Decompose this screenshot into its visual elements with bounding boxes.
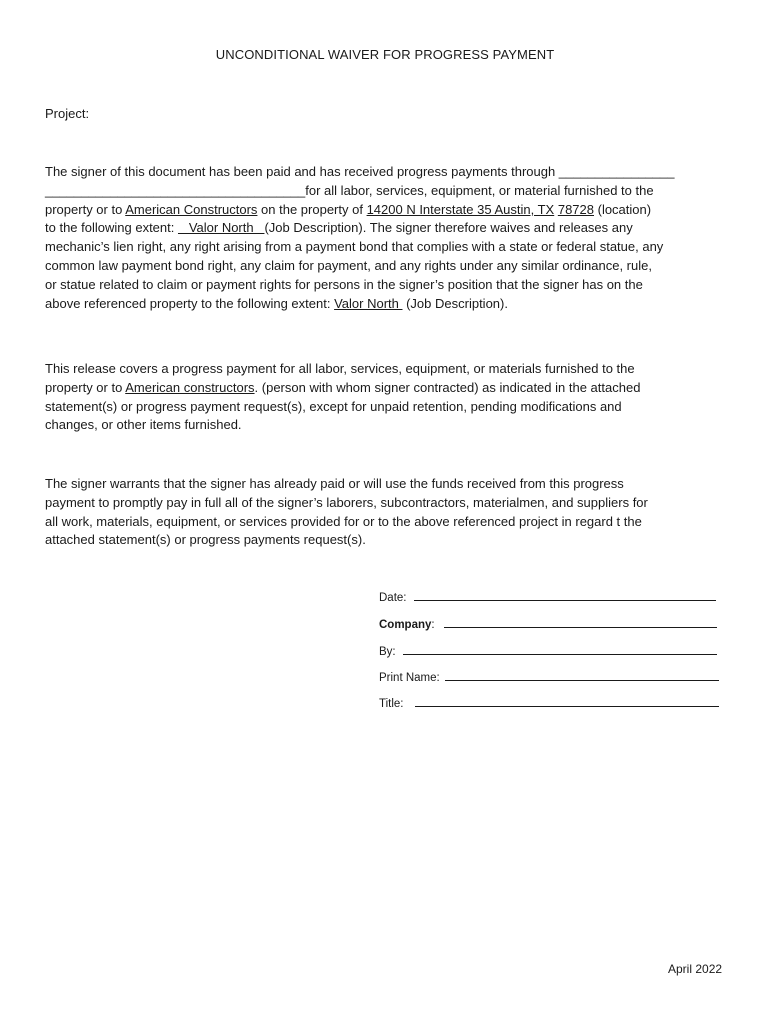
paragraph-payment-terms xyxy=(45,163,735,313)
text-segment: . (person with whom signer contracted) as indicated in the attached xyxy=(254,379,641,395)
paragraph-line: The signer of this document has been paid and has received progress payments through ________________ xyxy=(45,164,675,179)
text-segment: property or to xyxy=(45,379,126,395)
paragraph-line: mechanic’s lien right, any right arising from a payment bond that complies with a state or federal statue, any xyxy=(45,239,664,255)
paragraph-line: statement(s) or progress payment request(s), except for unpaid retention, pending modifications and xyxy=(45,398,622,414)
text-segment: above referenced property to the following extent: xyxy=(45,295,335,311)
date-field[interactable] xyxy=(414,591,716,601)
signature-title-row xyxy=(379,697,719,710)
signature-company-row xyxy=(379,618,717,631)
paragraph-line xyxy=(45,219,735,238)
paragraph-line: payment to promptly pay in full all of the signer’s laborers, subcontractors, materialmen, and suppliers for xyxy=(45,494,648,510)
paragraph-release-coverage xyxy=(45,360,735,435)
text-segment: to the following extent: xyxy=(45,220,178,236)
paragraph-line xyxy=(45,379,735,398)
paragraph-line: The signer warrants that the signer has already paid or will use the funds received from this progress xyxy=(45,476,624,491)
document-title: UNCONDITIONAL WAIVER FOR PROGRESS PAYMENT xyxy=(215,47,555,62)
by-label: By: xyxy=(379,646,396,658)
party-name-underlined: American Constructors xyxy=(125,201,258,217)
paragraph-line: attached statement(s) or progress payments request(s). xyxy=(45,532,366,548)
job-description-underlined: Valor North xyxy=(177,220,265,236)
title-field[interactable] xyxy=(415,697,719,707)
text-segment: property or to xyxy=(45,201,126,217)
company-label-colon: : xyxy=(431,619,435,631)
paragraph-line xyxy=(45,295,735,314)
text-segment: on the property of xyxy=(257,201,367,217)
paragraph-line: all work, materials, equipment, or services provided for or to the above referenced project in regard t the xyxy=(45,513,642,529)
print-name-label: Print Name: xyxy=(379,672,440,684)
text-segment: (Job Description). xyxy=(402,295,508,311)
print-name-field[interactable] xyxy=(445,671,719,681)
by-field[interactable] xyxy=(403,645,717,655)
paragraph-line: ____________________________________for all labor, services, equipment, or material furnished to the xyxy=(45,182,654,198)
signature-by-row xyxy=(379,645,717,658)
company-field[interactable] xyxy=(444,618,717,628)
paragraph-line xyxy=(45,201,735,220)
paragraph-line: changes, or other items furnished. xyxy=(45,417,242,433)
date-label: Date: xyxy=(379,592,407,604)
location-address-underlined: 14200 N Interstate 35 Austin, TX xyxy=(366,201,555,217)
paragraph-line: or statue related to claim or payment rights for persons in the signer’s position that the signer has on the xyxy=(45,276,643,292)
signature-print-name-row xyxy=(379,671,719,684)
paragraph-line: common law payment bond right, any claim for payment, and any rights under any similar ordinance, rule, xyxy=(45,257,652,273)
company-label: Company xyxy=(379,619,432,631)
paragraph-line: This release covers a progress payment for all labor, services, equipment, or materials furnished to the xyxy=(45,361,635,376)
signature-date-row xyxy=(379,591,716,604)
party-name-underlined: American constructors xyxy=(125,379,255,395)
title-label: Title: xyxy=(379,698,404,710)
paragraph-signer-warranty xyxy=(45,475,735,550)
job-description-underlined: Valor North xyxy=(334,295,403,311)
footer-date: April 2022 xyxy=(668,962,723,976)
location-zip-underlined: 78728 xyxy=(557,201,594,217)
text-segment: (Job Description). The signer therefore waives and releases any xyxy=(264,220,633,236)
text-segment: (location) xyxy=(594,201,652,217)
project-label: Project: xyxy=(45,106,90,121)
